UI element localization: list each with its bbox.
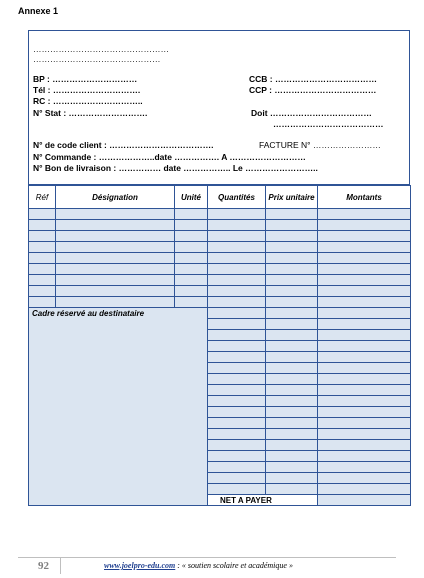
summary-cell	[318, 451, 411, 462]
table-cell	[175, 297, 208, 308]
summary-cell	[266, 341, 318, 352]
summary-cell	[266, 473, 318, 484]
table-cell	[318, 231, 411, 242]
summary-cell	[318, 484, 411, 495]
summary-cell	[318, 308, 411, 319]
col-ref: Réf	[29, 186, 56, 209]
summary-cell	[318, 374, 411, 385]
doit-field: Doit ………………………………	[251, 108, 372, 118]
footer-site-link[interactable]: www.joelpro-edu.com	[104, 561, 176, 570]
table-cell	[208, 275, 266, 286]
table-row	[29, 286, 411, 297]
summary-cell	[318, 429, 411, 440]
rc-field: RC : …………………………..	[33, 96, 143, 106]
table-cell	[56, 242, 175, 253]
invoice-header-frame	[28, 30, 410, 185]
summary-cell	[208, 429, 266, 440]
table-cell	[29, 253, 56, 264]
summary-cell	[208, 352, 266, 363]
summary-cell	[208, 363, 266, 374]
summary-cell	[266, 440, 318, 451]
summary-cell	[208, 451, 266, 462]
table-cell	[56, 220, 175, 231]
summary-cell	[208, 319, 266, 330]
page-number: 92	[38, 560, 49, 572]
table-cell	[208, 209, 266, 220]
table-cell	[29, 209, 56, 220]
table-cell	[208, 264, 266, 275]
table-cell	[175, 242, 208, 253]
table-cell	[266, 231, 318, 242]
table-cell	[318, 242, 411, 253]
summary-cell	[318, 473, 411, 484]
col-designation: Désignation	[56, 186, 175, 209]
col-unite: Unité	[175, 186, 208, 209]
summary-cell	[266, 451, 318, 462]
table-cell	[266, 242, 318, 253]
footer-tagline: : « soutien scolaire et académique »	[175, 561, 293, 570]
address-line-1: …………………………………………	[33, 44, 169, 54]
footer-text	[104, 561, 293, 570]
table-cell	[318, 264, 411, 275]
summary-cell	[318, 462, 411, 473]
table-cell	[208, 231, 266, 242]
summary-cell	[208, 374, 266, 385]
table-cell	[318, 275, 411, 286]
table-cell	[175, 220, 208, 231]
stat-field: N° Stat : ……………………….	[33, 108, 148, 118]
table-cell	[29, 242, 56, 253]
table-cell	[56, 286, 175, 297]
table-cell	[56, 209, 175, 220]
invoice-table	[28, 185, 411, 506]
summary-cell	[266, 330, 318, 341]
table-row	[29, 253, 411, 264]
table-cell	[56, 275, 175, 286]
summary-cell	[318, 440, 411, 451]
facture-number-field: FACTURE N° ……………………	[259, 140, 381, 150]
summary-cell	[208, 473, 266, 484]
commande-field: N° Commande : ………………..date ……………. A ………………………	[33, 152, 306, 162]
col-quantites: Quantités	[208, 186, 266, 209]
table-cell	[208, 242, 266, 253]
table-cell	[29, 264, 56, 275]
summary-cell	[266, 319, 318, 330]
table-cell	[175, 231, 208, 242]
table-cell	[208, 286, 266, 297]
table-cell	[208, 297, 266, 308]
table-cell	[208, 253, 266, 264]
table-row	[29, 209, 411, 220]
summary-cell	[318, 352, 411, 363]
summary-cell	[266, 374, 318, 385]
table-cell	[266, 209, 318, 220]
table-cell	[29, 231, 56, 242]
table-cell	[266, 220, 318, 231]
footer-divider	[18, 557, 396, 558]
ccb-field: CCB : ………………………………	[249, 74, 377, 84]
summary-cell	[318, 418, 411, 429]
summary-cell	[318, 341, 411, 352]
summary-cell	[266, 429, 318, 440]
table-cell	[56, 253, 175, 264]
summary-cell	[208, 418, 266, 429]
table-cell	[318, 286, 411, 297]
table-cell	[318, 253, 411, 264]
table-cell	[56, 264, 175, 275]
summary-cell	[266, 418, 318, 429]
table-row	[29, 231, 411, 242]
table-cell	[318, 209, 411, 220]
table-cell	[208, 220, 266, 231]
table-cell	[266, 264, 318, 275]
summary-cell	[318, 407, 411, 418]
table-cell	[175, 286, 208, 297]
table-cell	[266, 275, 318, 286]
ccp-field: CCP : ………………………………	[249, 85, 377, 95]
summary-cell	[266, 407, 318, 418]
doit-line-2: …………………………………	[273, 119, 384, 129]
table-row	[29, 220, 411, 231]
table-cell	[175, 264, 208, 275]
summary-cell	[266, 484, 318, 495]
table-row	[29, 297, 411, 308]
table-cell	[29, 275, 56, 286]
table-cell	[266, 253, 318, 264]
table-cell	[29, 220, 56, 231]
summary-cell	[318, 319, 411, 330]
summary-cell	[208, 308, 266, 319]
table-row	[29, 275, 411, 286]
col-prix-unitaire: Prix unitaire	[266, 186, 318, 209]
summary-cell	[266, 396, 318, 407]
table-cell	[175, 253, 208, 264]
table-cell	[175, 275, 208, 286]
col-montants: Montants	[318, 186, 411, 209]
summary-cell	[208, 341, 266, 352]
summary-row	[29, 308, 411, 319]
summary-cell	[318, 396, 411, 407]
summary-cell	[208, 330, 266, 341]
code-client-field: N° de code client : ……………………………….	[33, 140, 214, 150]
tel-field: Tél : ………………………….	[33, 85, 141, 95]
summary-cell	[208, 407, 266, 418]
address-line-2: ………………………………………	[33, 54, 161, 64]
net-a-payer-label: NET A PAYER	[208, 495, 318, 506]
table-cell	[318, 220, 411, 231]
summary-cell	[208, 385, 266, 396]
table-cell	[175, 209, 208, 220]
summary-cell	[208, 440, 266, 451]
table-row	[29, 242, 411, 253]
net-a-payer-amount	[318, 495, 411, 506]
table-cell	[56, 231, 175, 242]
summary-cell	[266, 352, 318, 363]
summary-cell	[208, 396, 266, 407]
table-cell	[29, 286, 56, 297]
footer-separator	[60, 558, 61, 574]
summary-cell	[318, 330, 411, 341]
summary-cell	[318, 363, 411, 374]
cadre-destinataire: Cadre réservé au destinataire	[29, 308, 208, 506]
summary-cell	[208, 462, 266, 473]
annexe-title: Annexe 1	[18, 6, 59, 16]
livraison-field: N° Bon de livraison : …………… date …………….. Le ……………………..	[33, 163, 318, 173]
table-cell	[266, 297, 318, 308]
table-cell	[56, 297, 175, 308]
table-cell	[318, 297, 411, 308]
summary-cell	[266, 462, 318, 473]
summary-cell	[266, 308, 318, 319]
summary-cell	[266, 385, 318, 396]
summary-cell	[318, 385, 411, 396]
table-cell	[266, 286, 318, 297]
summary-cell	[208, 484, 266, 495]
bp-field: BP : …………………………	[33, 74, 138, 84]
table-header-row	[29, 186, 411, 209]
summary-cell	[266, 363, 318, 374]
table-cell	[29, 297, 56, 308]
table-row	[29, 264, 411, 275]
